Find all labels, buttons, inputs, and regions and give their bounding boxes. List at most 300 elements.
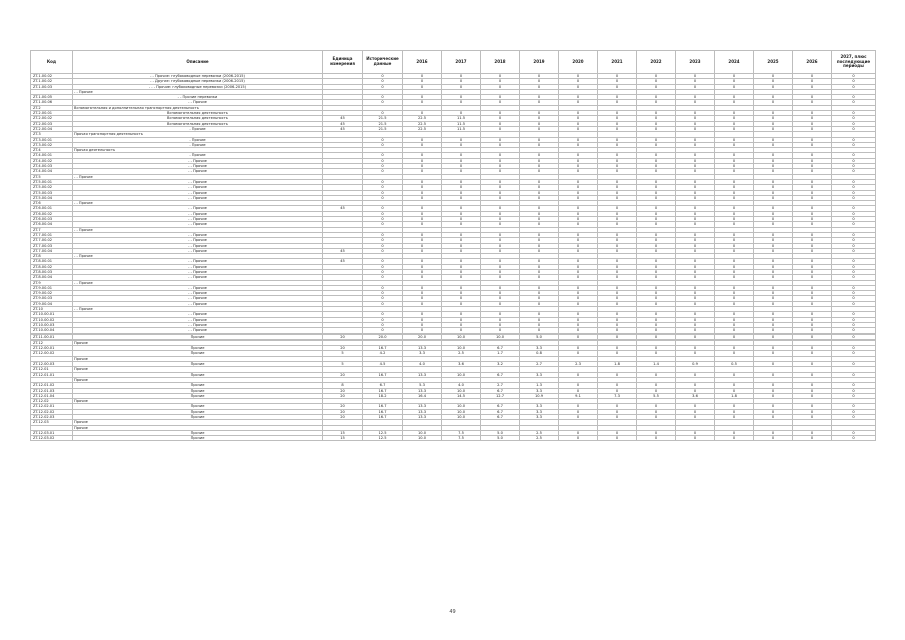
row-year-value: 0 bbox=[559, 164, 598, 169]
row-description: - - Прочие bbox=[73, 264, 323, 269]
row-year-value: 0 bbox=[793, 362, 832, 367]
row-description: Прочая транспортная деятельность bbox=[73, 132, 323, 137]
row-year-value: 0 bbox=[637, 95, 676, 100]
row-year-value: 0 bbox=[481, 158, 520, 163]
row-historical: 0 bbox=[363, 317, 403, 322]
row-year-value: 0 bbox=[598, 74, 637, 79]
row-description: - - Прочие bbox=[73, 179, 323, 184]
row-description: - - Прочие: глубоководные перевозки (2006-2015) bbox=[73, 74, 323, 79]
row-historical: 16.7 bbox=[363, 415, 403, 420]
row-year-value: 0 bbox=[832, 388, 876, 393]
row-year-value: 0 bbox=[715, 322, 754, 327]
row-year-value: 0 bbox=[442, 185, 481, 190]
row-year-value: 0 bbox=[832, 153, 876, 158]
row-year-value: 0 bbox=[715, 275, 754, 280]
row-year-value: 0 bbox=[520, 74, 559, 79]
row-historical: 0 bbox=[363, 264, 403, 269]
row-year-value: 0 bbox=[481, 121, 520, 126]
row-year-value: 6.7 bbox=[481, 409, 520, 414]
row-description: Прочие bbox=[73, 430, 323, 435]
row-year-value: 0 bbox=[793, 296, 832, 301]
row-historical: 0 bbox=[363, 79, 403, 84]
row-year-value: 0 bbox=[793, 121, 832, 126]
row-year-value: 0 bbox=[793, 142, 832, 147]
row-year-value: 0 bbox=[715, 95, 754, 100]
row-year-value: 0 bbox=[442, 164, 481, 169]
row-year-value: 0 bbox=[715, 372, 754, 377]
row-year-value: 0 bbox=[559, 328, 598, 333]
row-year-value: 0 bbox=[637, 111, 676, 116]
row-year-value: 0 bbox=[676, 232, 715, 237]
row-historical: 0 bbox=[363, 328, 403, 333]
row-description: Прочие bbox=[73, 436, 323, 441]
row-year-value: 0 bbox=[715, 269, 754, 274]
row-year-value: 0 bbox=[793, 185, 832, 190]
row-year-value: 0 bbox=[637, 169, 676, 174]
column-header: 2026 bbox=[793, 51, 832, 74]
row-year-value: 0 bbox=[598, 137, 637, 142]
row-year-value: 0 bbox=[754, 264, 793, 269]
row-year-value: 6.7 bbox=[481, 346, 520, 351]
row-year-value: 0 bbox=[559, 275, 598, 280]
row-year-value: 0 bbox=[754, 153, 793, 158]
row-year-value: 0 bbox=[832, 296, 876, 301]
row-year-value: 0 bbox=[520, 137, 559, 142]
row-year-value: 0 bbox=[715, 296, 754, 301]
row-code: ZT.1.00.05 bbox=[31, 95, 73, 100]
row-year-value: 0 bbox=[559, 84, 598, 89]
row-year-value: 0 bbox=[637, 328, 676, 333]
row-description: Прочие bbox=[73, 383, 323, 388]
column-header: Исторические данные bbox=[363, 51, 403, 74]
row-year-value: 0 bbox=[598, 238, 637, 243]
row-description: Прочие bbox=[73, 399, 323, 404]
row-year-value: 0 bbox=[598, 383, 637, 388]
row-year-value: 0 bbox=[442, 153, 481, 158]
row-year-value: 0 bbox=[481, 317, 520, 322]
row-year-value: 0 bbox=[715, 195, 754, 200]
row-year-value: 11.5 bbox=[442, 116, 481, 121]
row-year-value: 0 bbox=[754, 301, 793, 306]
row-year-value: 0 bbox=[598, 121, 637, 126]
row-year-value: 0 bbox=[754, 388, 793, 393]
row-year-value: 0 bbox=[637, 79, 676, 84]
row-year-value: 0 bbox=[754, 222, 793, 227]
row-year-value: 0 bbox=[481, 137, 520, 142]
row-historical: 0 bbox=[363, 248, 403, 253]
row-year-value: 0 bbox=[403, 79, 442, 84]
row-year-value: 0 bbox=[520, 275, 559, 280]
row-year-value: 0 bbox=[832, 409, 876, 414]
row-historical: 21.5 bbox=[363, 126, 403, 131]
row-year-value: 0 bbox=[793, 409, 832, 414]
row-year-value: 0 bbox=[793, 291, 832, 296]
row-year-value: 0 bbox=[676, 388, 715, 393]
row-year-value: 0 bbox=[832, 312, 876, 317]
row-year-value: 0 bbox=[559, 153, 598, 158]
row-historical: 0 bbox=[363, 185, 403, 190]
row-year-value: 0 bbox=[754, 317, 793, 322]
row-code: ZT.8.00.04 bbox=[31, 275, 73, 280]
row-code: ZT.9 bbox=[31, 280, 73, 285]
row-year-value: 0 bbox=[559, 169, 598, 174]
row-year-value: 0 bbox=[637, 116, 676, 121]
row-year-value: 0 bbox=[637, 291, 676, 296]
row-year-value: 0 bbox=[754, 436, 793, 441]
row-year-value: 0 bbox=[676, 179, 715, 184]
row-historical: 21.5 bbox=[363, 121, 403, 126]
row-year-value: 1.4 bbox=[637, 362, 676, 367]
row-year-value: 0 bbox=[715, 238, 754, 243]
row-year-value: 0 bbox=[403, 317, 442, 322]
row-year-value: 0 bbox=[442, 84, 481, 89]
row-year-value: 0 bbox=[676, 383, 715, 388]
row-year-value: 0 bbox=[832, 126, 876, 131]
row-year-value: 0 bbox=[637, 137, 676, 142]
row-year-value: 0 bbox=[520, 259, 559, 264]
row-year-value: 0 bbox=[442, 79, 481, 84]
row-year-value: 0 bbox=[637, 346, 676, 351]
row-year-value: 0 bbox=[598, 190, 637, 195]
row-year-value: 0 bbox=[676, 430, 715, 435]
row-year-value: 0 bbox=[832, 185, 876, 190]
row-unit: 45 bbox=[323, 206, 363, 211]
row-year-value: 0 bbox=[598, 164, 637, 169]
row-year-value: 0 bbox=[559, 436, 598, 441]
row-year-value: 0 bbox=[637, 259, 676, 264]
row-year-value: 0 bbox=[793, 153, 832, 158]
row-year-value: 0 bbox=[481, 142, 520, 147]
row-year-value: 0 bbox=[715, 100, 754, 105]
row-year-value: 0 bbox=[676, 317, 715, 322]
row-year-value: 0 bbox=[637, 126, 676, 131]
row-year-value: 0 bbox=[676, 312, 715, 317]
row-year-value: 0 bbox=[754, 206, 793, 211]
page-number: 49 bbox=[449, 609, 456, 615]
row-year-value: 0 bbox=[715, 79, 754, 84]
row-year-value: 14.5 bbox=[442, 393, 481, 398]
row-year-value: 0 bbox=[754, 137, 793, 142]
row-year-value: 0 bbox=[481, 232, 520, 237]
row-year-value: 10.9 bbox=[520, 393, 559, 398]
row-code: ZT.10.00.03 bbox=[31, 322, 73, 327]
row-description: Прочие bbox=[73, 356, 323, 361]
row-year-value: 0 bbox=[403, 259, 442, 264]
row-year-value: 0 bbox=[481, 264, 520, 269]
row-year-value: 0 bbox=[832, 137, 876, 142]
row-year-value: 0 bbox=[442, 275, 481, 280]
row-year-value: 0 bbox=[520, 195, 559, 200]
row-year-value: 10.0 bbox=[442, 415, 481, 420]
row-code: ZT.7.00.02 bbox=[31, 238, 73, 243]
row-historical: 0 bbox=[363, 169, 403, 174]
row-year-value: 0 bbox=[715, 383, 754, 388]
column-header: 2017 bbox=[442, 51, 481, 74]
row-historical: 0 bbox=[363, 243, 403, 248]
row-historical: 16.7 bbox=[363, 409, 403, 414]
row-year-value: 10.0 bbox=[403, 430, 442, 435]
row-year-value: 13.3 bbox=[403, 388, 442, 393]
row-description: - - Прочие bbox=[73, 174, 323, 179]
row-year-value: 0 bbox=[793, 217, 832, 222]
row-code: ZT.5.00.04 bbox=[31, 195, 73, 200]
row-year-value: 0 bbox=[676, 195, 715, 200]
row-year-value: 0 bbox=[481, 169, 520, 174]
row-code: ZT.12.03 bbox=[31, 420, 73, 425]
row-year-value: 5.0 bbox=[481, 430, 520, 435]
row-year-value: 0 bbox=[637, 351, 676, 356]
row-year-value: 0 bbox=[559, 74, 598, 79]
row-year-value: 0 bbox=[598, 116, 637, 121]
row-year-value: 0 bbox=[793, 74, 832, 79]
row-year-value: 0 bbox=[559, 322, 598, 327]
row-year-value: 3.3 bbox=[403, 351, 442, 356]
row-code: ZT.9.00.04 bbox=[31, 301, 73, 306]
row-year-value: 0 bbox=[598, 430, 637, 435]
row-historical: 0 bbox=[363, 275, 403, 280]
row-year-value: 0 bbox=[793, 222, 832, 227]
row-historical: 0 bbox=[363, 217, 403, 222]
row-year-value: 0 bbox=[793, 84, 832, 89]
row-year-value: 5.5 bbox=[637, 393, 676, 398]
row-year-value: 4.0 bbox=[442, 383, 481, 388]
row-code: ZT.12.01.04 bbox=[31, 393, 73, 398]
row-year-value: 0 bbox=[442, 95, 481, 100]
row-code: ZT.12.00.01 bbox=[31, 346, 73, 351]
row-year-value: 0 bbox=[754, 232, 793, 237]
row-year-value: 0 bbox=[559, 351, 598, 356]
column-header: 2021 bbox=[598, 51, 637, 74]
row-year-value: 0 bbox=[520, 179, 559, 184]
row-year-value: 0 bbox=[598, 328, 637, 333]
row-code: ZT.9.00.03 bbox=[31, 296, 73, 301]
row-year-value: 0 bbox=[637, 296, 676, 301]
row-year-value: 0 bbox=[793, 158, 832, 163]
row-unit: 45 bbox=[323, 116, 363, 121]
row-code: ZT.8.00.01 bbox=[31, 259, 73, 264]
row-year-value: 3.3 bbox=[520, 415, 559, 420]
row-year-value: 0 bbox=[676, 334, 715, 339]
row-code: ZT.5 bbox=[31, 174, 73, 179]
row-year-value: 0 bbox=[442, 296, 481, 301]
column-header: 2019 bbox=[520, 51, 559, 74]
row-year-value: 0 bbox=[676, 409, 715, 414]
row-year-value: 0 bbox=[559, 296, 598, 301]
row-year-value: 0 bbox=[832, 79, 876, 84]
row-year-value: 0 bbox=[676, 372, 715, 377]
row-code: ZT.5.00.01 bbox=[31, 179, 73, 184]
row-year-value: 0 bbox=[832, 169, 876, 174]
row-year-value: 0 bbox=[403, 158, 442, 163]
row-year-value: 0 bbox=[637, 301, 676, 306]
row-description: Прочие bbox=[73, 388, 323, 393]
row-description: Прочие bbox=[73, 377, 323, 382]
row-description: Вспомогательная деятельность bbox=[73, 116, 323, 121]
row-code: ZT.1.00.03 bbox=[31, 84, 73, 89]
row-year-value: 0 bbox=[637, 195, 676, 200]
row-year-value: 7.3 bbox=[598, 393, 637, 398]
row-year-value: 0 bbox=[754, 158, 793, 163]
row-year-value: 0 bbox=[715, 111, 754, 116]
row-code: ZT.4.00.03 bbox=[31, 164, 73, 169]
row-year-value: 0 bbox=[598, 415, 637, 420]
row-year-value: 0 bbox=[676, 158, 715, 163]
row-year-value: 0 bbox=[481, 269, 520, 274]
row-year-value: 0 bbox=[715, 301, 754, 306]
row-year-value: 0 bbox=[442, 217, 481, 222]
row-year-value: 0 bbox=[559, 334, 598, 339]
row-historical: 0 bbox=[363, 291, 403, 296]
row-historical: 0 bbox=[363, 179, 403, 184]
row-code: ZT.8.00.02 bbox=[31, 264, 73, 269]
row-year-value: 0 bbox=[793, 301, 832, 306]
row-year-value: 0 bbox=[832, 142, 876, 147]
row-year-value: 0 bbox=[559, 383, 598, 388]
row-year-value: 0 bbox=[481, 243, 520, 248]
row-year-value: 0 bbox=[403, 142, 442, 147]
row-historical: 0 bbox=[363, 322, 403, 327]
row-historical: 0 bbox=[363, 206, 403, 211]
row-year-value: 0 bbox=[403, 206, 442, 211]
row-code: ZT.2 bbox=[31, 105, 73, 110]
row-year-value: 0 bbox=[481, 275, 520, 280]
row-year-value: 0 bbox=[676, 264, 715, 269]
row-year-value: 0 bbox=[403, 238, 442, 243]
row-year-value: 0 bbox=[442, 243, 481, 248]
column-header: 2027, плюс последующие периоды bbox=[832, 51, 876, 74]
row-description: - - Прочие bbox=[73, 211, 323, 216]
row-year-value: 0 bbox=[793, 248, 832, 253]
row-code: ZT.12.03.01 bbox=[31, 430, 73, 435]
row-year-value: 0 bbox=[793, 137, 832, 142]
row-year-value: 9.1 bbox=[559, 393, 598, 398]
row-year-value: 0 bbox=[715, 346, 754, 351]
row-description: - - Прочие bbox=[73, 169, 323, 174]
row-year-value: 0 bbox=[481, 296, 520, 301]
row-year-value: 0 bbox=[637, 206, 676, 211]
row-code: ZT.4.00.02 bbox=[31, 158, 73, 163]
row-year-value: 2.5 bbox=[520, 430, 559, 435]
row-year-value: 0 bbox=[442, 222, 481, 227]
row-year-value: 13.3 bbox=[403, 415, 442, 420]
row-unit: 5 bbox=[323, 351, 363, 356]
row-year-value: 3.3 bbox=[520, 372, 559, 377]
row-year-value: 0 bbox=[481, 164, 520, 169]
row-year-value: 0 bbox=[793, 195, 832, 200]
row-year-value: 0 bbox=[520, 285, 559, 290]
row-year-value: 2.3 bbox=[559, 362, 598, 367]
row-year-value: 0 bbox=[715, 185, 754, 190]
row-year-value: 0 bbox=[520, 269, 559, 274]
row-year-value: 0 bbox=[481, 322, 520, 327]
row-description: - - Прочие bbox=[73, 243, 323, 248]
row-year-value: 0 bbox=[559, 317, 598, 322]
row-year-value: 0 bbox=[832, 190, 876, 195]
column-header: Описание bbox=[73, 51, 323, 74]
row-historical: 0 bbox=[363, 238, 403, 243]
row-year-value: 0 bbox=[793, 404, 832, 409]
row-year-value: 0 bbox=[442, 100, 481, 105]
row-year-value: 2.7 bbox=[520, 362, 559, 367]
row-year-value: 0 bbox=[832, 269, 876, 274]
row-year-value: 0 bbox=[676, 243, 715, 248]
row-year-value: 10.0 bbox=[442, 346, 481, 351]
row-year-value: 0 bbox=[754, 393, 793, 398]
row-year-value: 0 bbox=[754, 285, 793, 290]
row-year-value: 0 bbox=[637, 74, 676, 79]
row-year-value: 0 bbox=[637, 415, 676, 420]
row-code: ZT.3 bbox=[31, 132, 73, 137]
row-year-value: 0 bbox=[637, 238, 676, 243]
row-year-value: 0 bbox=[832, 275, 876, 280]
row-year-value: 0 bbox=[403, 291, 442, 296]
row-year-value: 10.0 bbox=[403, 436, 442, 441]
row-year-value: 0 bbox=[520, 291, 559, 296]
row-description: - - Прочие bbox=[73, 158, 323, 163]
row-year-value: 11.5 bbox=[442, 121, 481, 126]
row-year-value: 6.7 bbox=[481, 388, 520, 393]
row-year-value: 0 bbox=[832, 84, 876, 89]
row-year-value: 0 bbox=[715, 158, 754, 163]
row-description: Прочие bbox=[73, 393, 323, 398]
row-year-value: 0 bbox=[520, 328, 559, 333]
row-year-value: 0 bbox=[637, 383, 676, 388]
row-year-value: 13.3 bbox=[403, 346, 442, 351]
row-description: - - Прочие bbox=[73, 254, 323, 259]
row-year-value: 0 bbox=[403, 301, 442, 306]
row-year-value: 0 bbox=[637, 179, 676, 184]
row-year-value: 0 bbox=[403, 169, 442, 174]
row-year-value: 0 bbox=[637, 121, 676, 126]
row-year-value: 0 bbox=[559, 137, 598, 142]
row-year-value: 0 bbox=[715, 285, 754, 290]
row-description: - - Прочие bbox=[73, 238, 323, 243]
row-year-value: 0 bbox=[598, 248, 637, 253]
data-table bbox=[30, 50, 876, 441]
row-year-value: 0 bbox=[598, 126, 637, 131]
row-year-value: 0 bbox=[637, 232, 676, 237]
row-year-value: 0 bbox=[715, 388, 754, 393]
row-year-value: 0 bbox=[442, 238, 481, 243]
row-code: ZT.2.00.02 bbox=[31, 116, 73, 121]
row-year-value: 0 bbox=[520, 111, 559, 116]
row-year-value: 3.6 bbox=[442, 362, 481, 367]
row-year-value: 0 bbox=[754, 248, 793, 253]
row-year-value: 0 bbox=[754, 430, 793, 435]
row-year-value: 0 bbox=[442, 328, 481, 333]
row-year-value: 0 bbox=[676, 153, 715, 158]
row-year-value: 0 bbox=[676, 164, 715, 169]
row-year-value: 0 bbox=[832, 301, 876, 306]
row-year-value: 0 bbox=[598, 334, 637, 339]
row-code: ZT.5.00.03 bbox=[31, 190, 73, 195]
row-year-value: 0 bbox=[559, 95, 598, 100]
row-year-value: 0 bbox=[520, 126, 559, 131]
row-historical: 0 bbox=[363, 222, 403, 227]
row-year-value: 0 bbox=[715, 312, 754, 317]
column-header: 2025 bbox=[754, 51, 793, 74]
row-year-value: 0 bbox=[637, 388, 676, 393]
row-year-value: 0 bbox=[715, 222, 754, 227]
row-year-value: 0 bbox=[442, 301, 481, 306]
row-year-value: 0 bbox=[832, 436, 876, 441]
row-year-value: 0 bbox=[403, 95, 442, 100]
row-year-value: 0 bbox=[754, 211, 793, 216]
row-year-value: 0 bbox=[793, 264, 832, 269]
row-year-value: 0 bbox=[793, 211, 832, 216]
row-year-value: 0 bbox=[754, 269, 793, 274]
row-year-value: 0 bbox=[403, 264, 442, 269]
